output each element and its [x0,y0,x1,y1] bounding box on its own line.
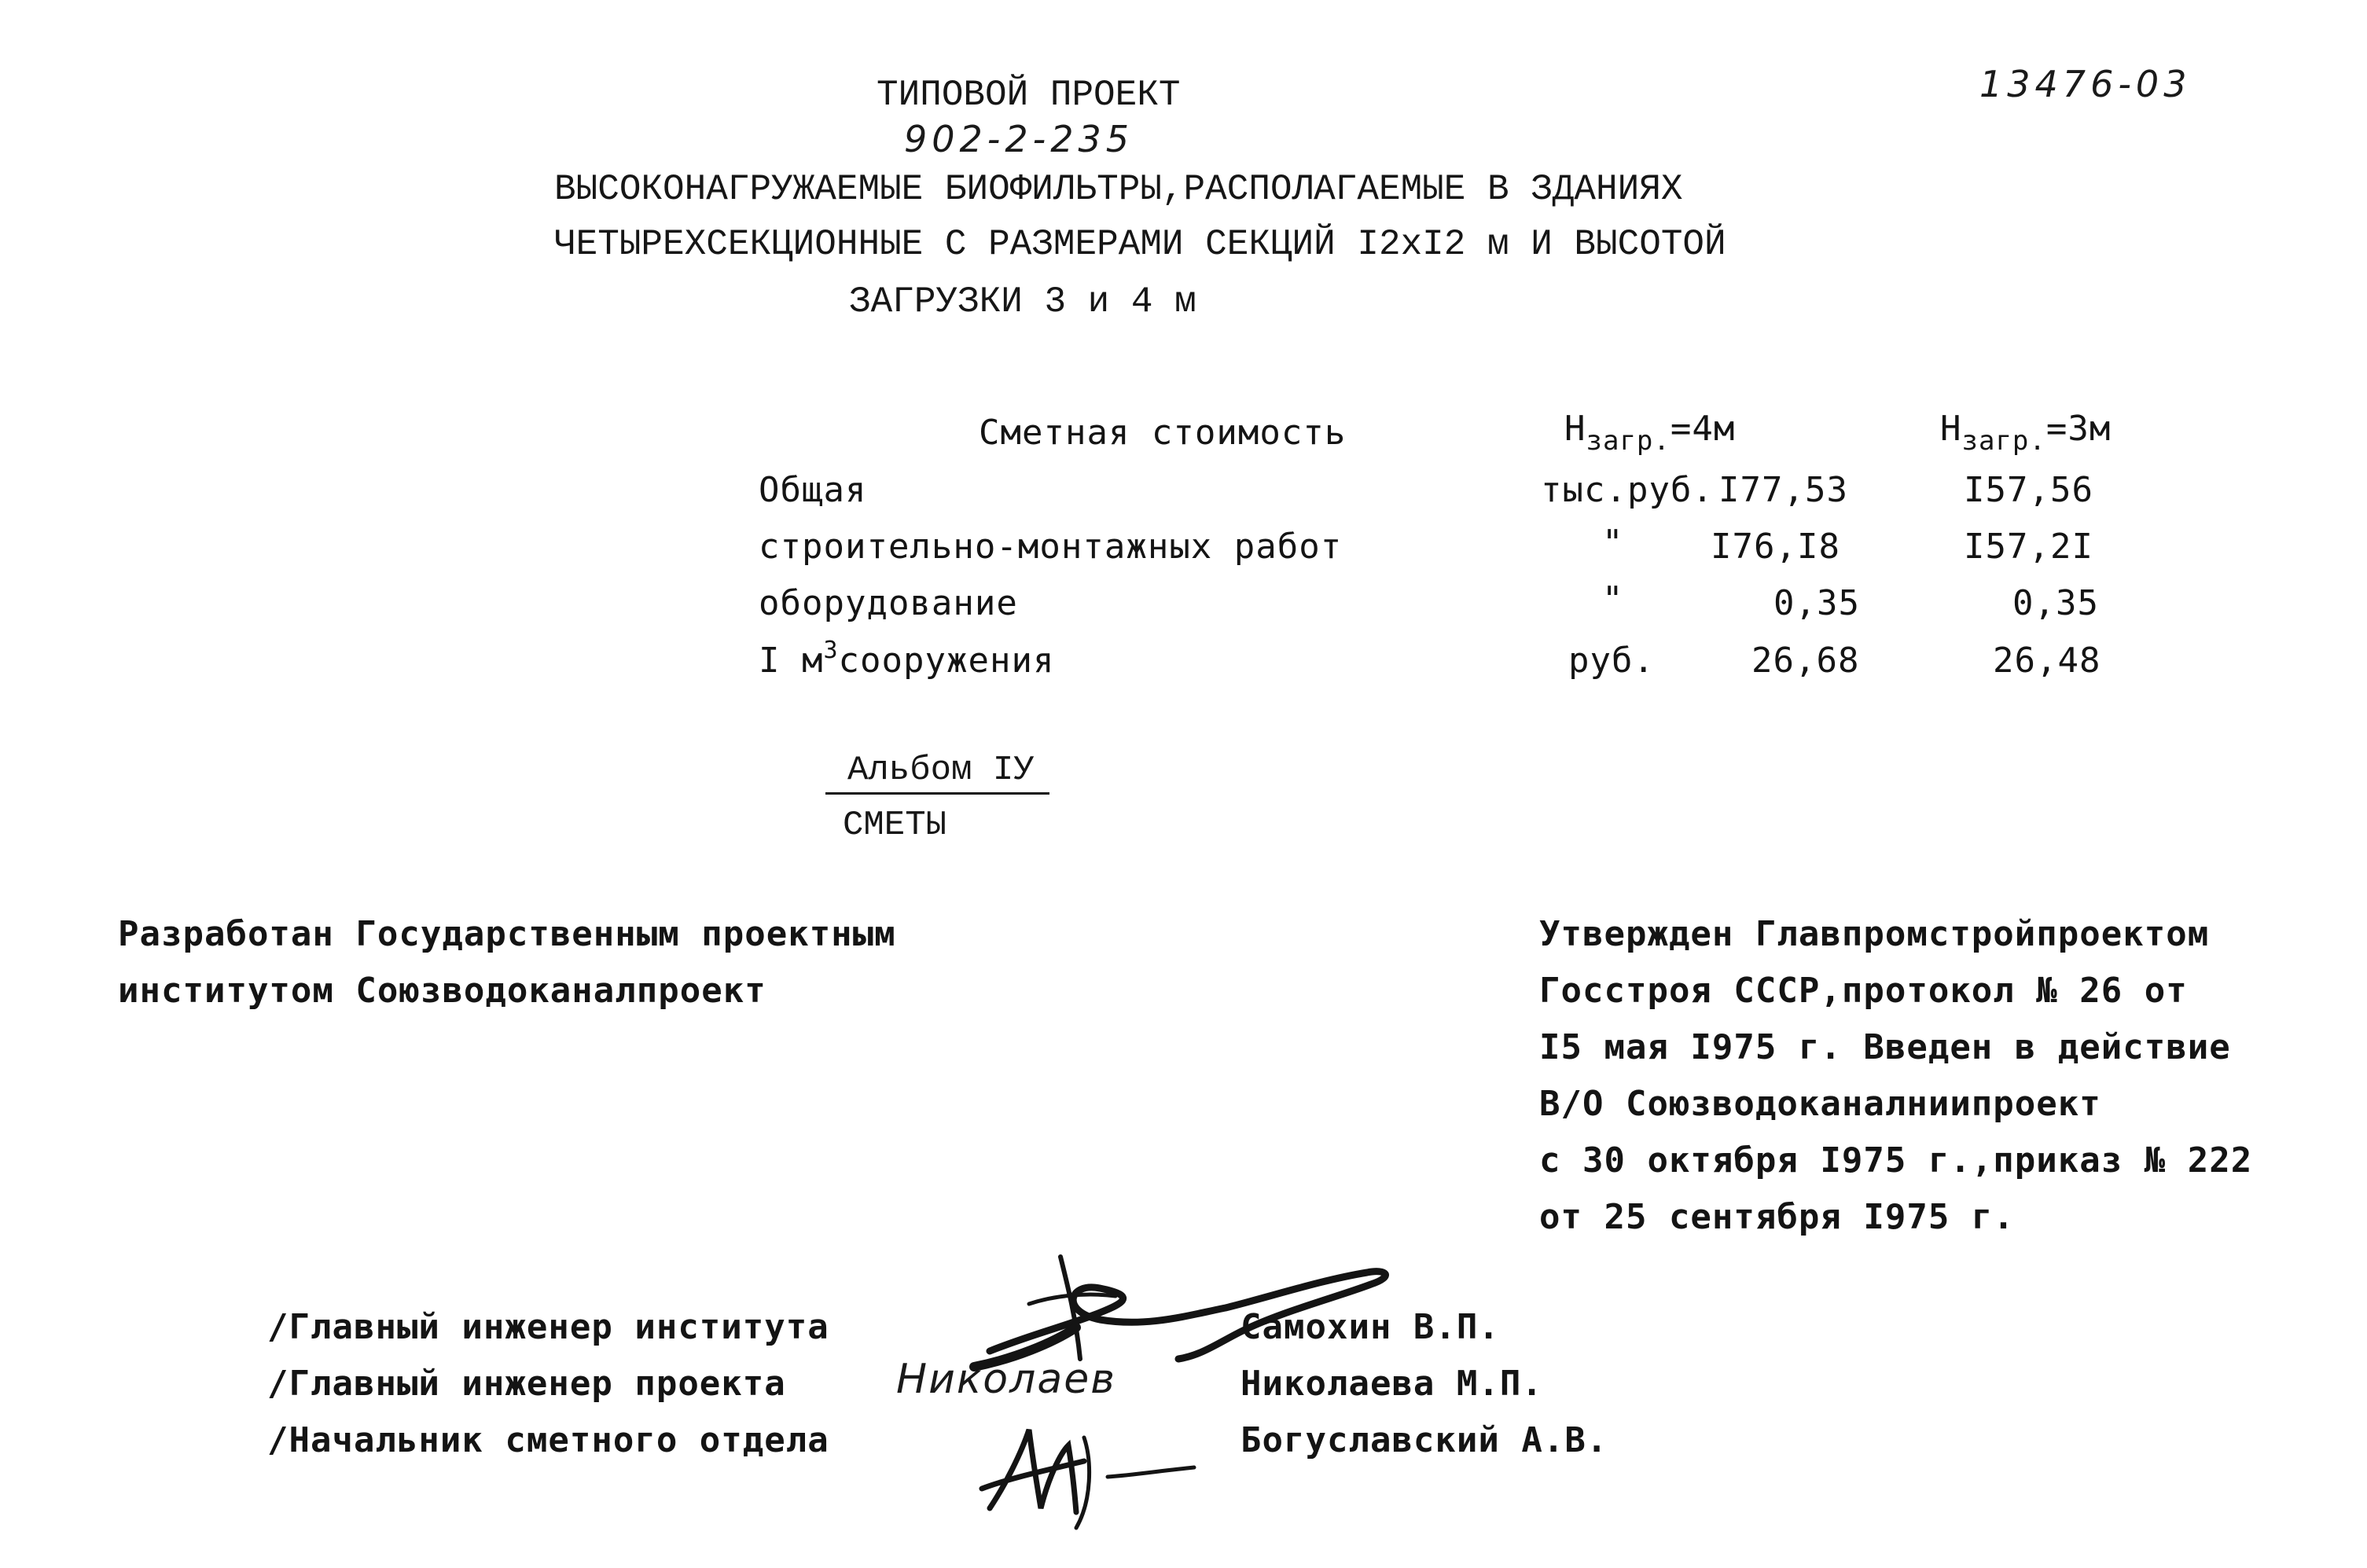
column-3m-symbol: Н [1940,409,1962,449]
title-line-3: ЗАГРУЗКИ 3 и 4 м [849,281,1196,322]
column-header-3m [1940,409,2112,457]
title-line-1: ВЫСОКОНАГРУЖАЕМЫЕ БИОФИЛЬТРЫ,РАСПОЛАГАЕМЫЕ В ЗДАНИЯХ [554,169,1683,210]
cost-row-value-4m: I77,53 [1718,470,1848,510]
approval-line-2: Госстроя СССР,протокол № 26 от [1539,971,2188,1011]
cost-row-value-4m: 0,35 [1773,583,1860,623]
signature-name: Самохин В.П. [1240,1307,1500,1347]
approval-line-3: I5 мая I975 г. Введен в действие [1539,1027,2231,1067]
cost-row-label: строительно-монтажных работ [759,527,1343,567]
project-number-handwritten: 902-2-235 [904,118,1134,160]
signature-head-estimate-department [959,1399,1195,1517]
album-subtitle: СМЕТЫ [843,806,947,845]
cost-table-heading: Сметная стоимость [979,413,1347,453]
cost-row-label-prefix: I м [759,641,824,681]
signature-name: Богуславский А.В. [1240,1420,1608,1460]
signature-position: /Главный инженер института [267,1307,829,1347]
cost-row-unit: тыс.руб. [1541,470,1714,510]
signature-chief-engineer-project: Николаев [896,1356,1116,1403]
signature-chief-engineer-institute [928,1226,1399,1368]
cost-row-value-3m: 0,35 [2012,583,2099,623]
cost-row-value-3m: 26,48 [1993,641,2101,681]
signature-position: /Начальник сметного отдела [267,1420,829,1460]
cost-row-unit: " [1602,523,1624,563]
signature-position: /Главный инженер проекта [267,1364,786,1404]
cost-row-label-suffix: сооружения [838,641,1055,681]
column-3m-subscript: загр. [1961,425,2046,457]
cost-row-value-4m: I76,I8 [1711,527,1840,567]
approval-line-5: с 30 октября I975 г.,приказ № 222 [1539,1140,2253,1181]
column-4m-symbol: Н [1564,409,1586,449]
album-title: Альбом IУ [847,751,1035,790]
cost-row-unit: " [1602,579,1624,619]
column-3m-value: =3м [2045,409,2112,449]
approval-line-1: Утвержден Главпромстройпроектом [1539,914,2210,954]
cost-row-label: оборудование [759,583,1018,623]
cost-row-unit: руб. [1568,641,1655,681]
cost-row-label: Общая [759,470,867,510]
approval-line-4: В/О Союзводоканалниипроект [1539,1084,2101,1124]
column-4m-subscript: загр. [1586,425,1670,457]
project-type-label: ТИПОВОЙ ПРОЕКТ [877,75,1181,116]
signature-name: Николаева М.П. [1240,1364,1543,1404]
album-title-underline [825,792,1049,795]
developer-line-1: Разработан Государственным проектным [118,914,896,954]
column-4m-value: =4м [1670,409,1736,449]
cost-row-value-4m: 26,68 [1751,641,1860,681]
document-code-handwritten: 13476-03 [1979,63,2192,105]
cost-row-label [759,637,1055,681]
approval-line-6: от 25 сентября I975 г. [1539,1197,2015,1237]
title-line-2: ЧЕТЫРЕХСЕКЦИОННЫЕ С РАЗМЕРАМИ СЕКЦИЙ I2xI2 м И ВЫСОТОЙ [554,224,1726,265]
cost-row-value-3m: I57,56 [1964,470,2093,510]
developer-line-2: институтом Союзводоканалпроект [118,971,766,1011]
cost-row-value-3m: I57,2I [1964,527,2093,567]
cost-row-label-superscript: 3 [823,637,839,664]
column-header-4m [1564,409,1736,457]
